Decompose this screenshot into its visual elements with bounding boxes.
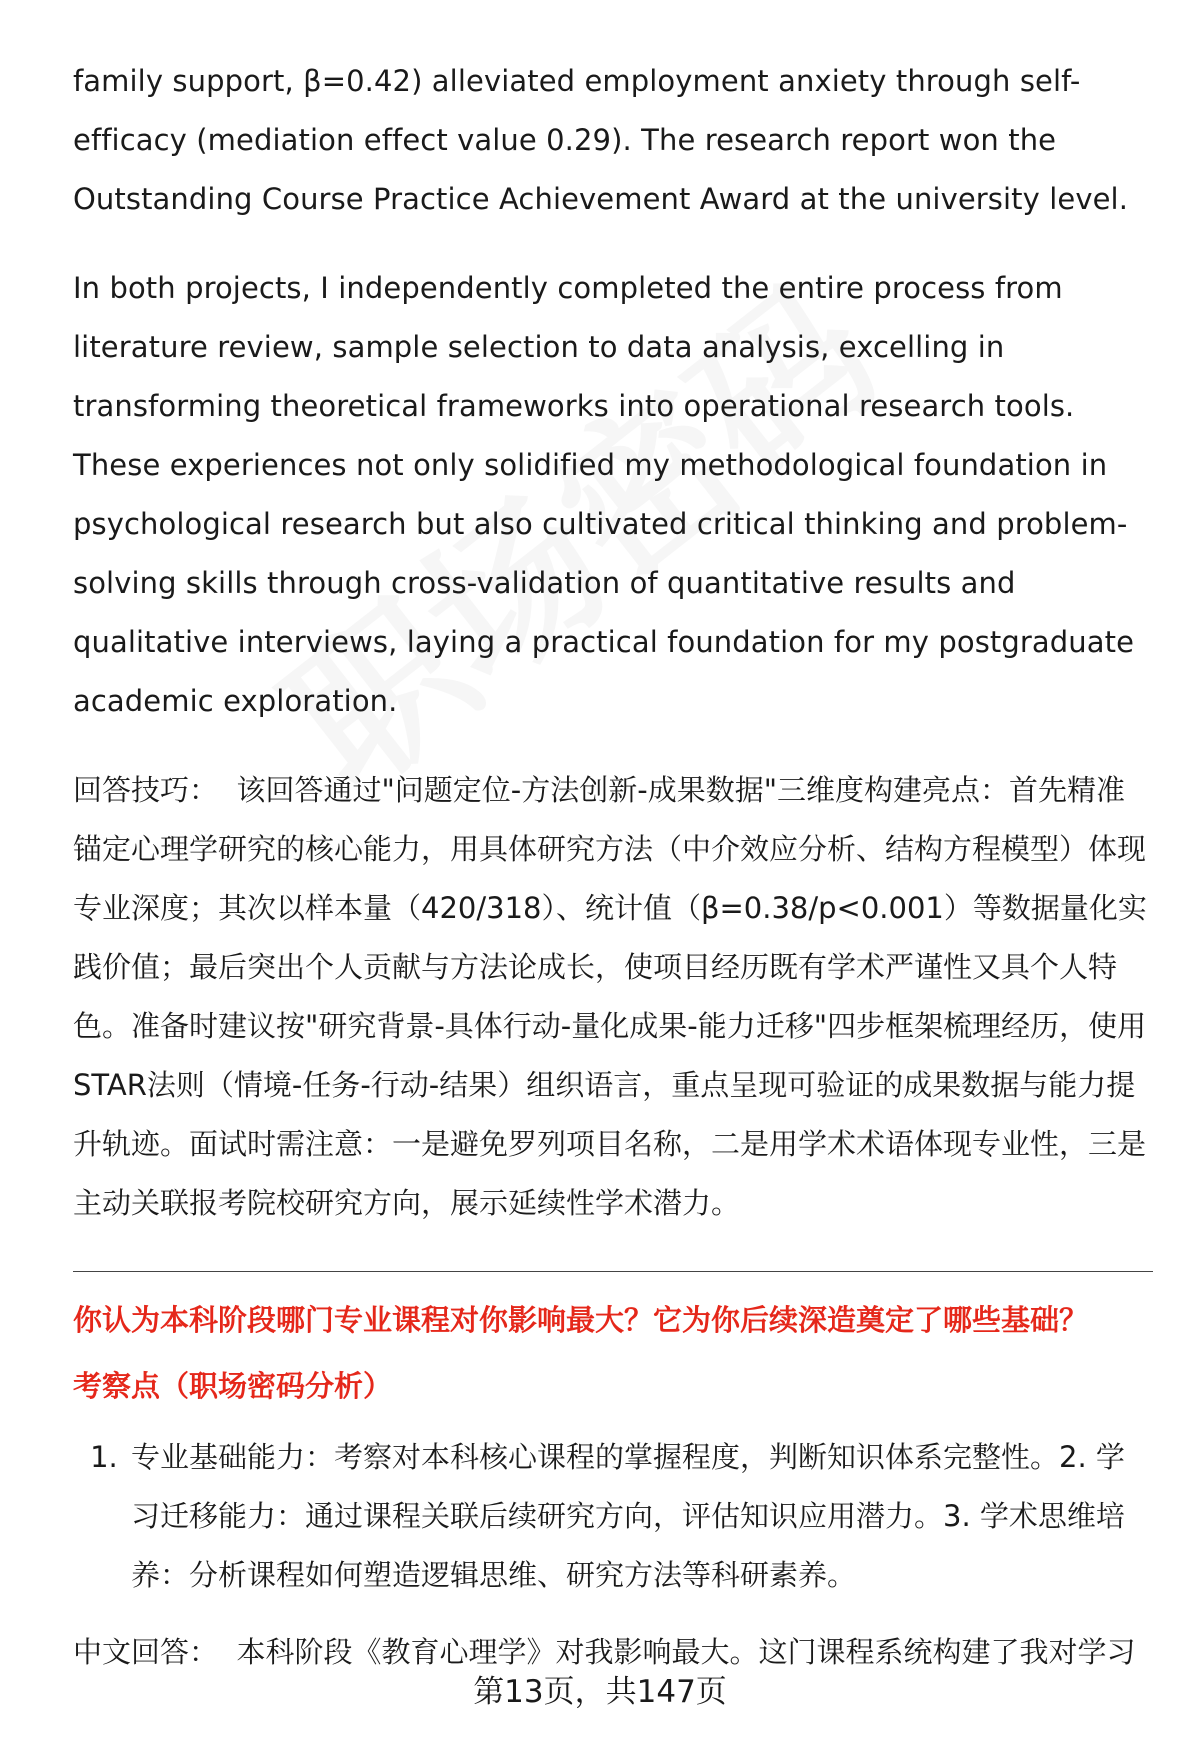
chinese-answer-label: 中文回答： bbox=[73, 1635, 219, 1669]
answer-tip-label: 回答技巧： bbox=[73, 773, 219, 807]
interview-question: 你认为本科阶段哪门专业课程对你影响最大？它为你后续深造奠定了哪些基础？ bbox=[73, 1303, 1089, 1337]
page-number-footer: 第13页，共147页 bbox=[473, 1674, 727, 1710]
page-content bbox=[73, 52, 1153, 1682]
chinese-answer-text: 本科阶段《教育心理学》对我影响最大。这门课程系统构建了我对学习 bbox=[236, 1635, 1136, 1669]
assessment-points-list bbox=[73, 1428, 1153, 1605]
paragraph-1: family support, β=0.42) alleviated employment anxiety through self-efficacy (mediation effect value 0.29). The research report won the Outstanding Course Practice Achievement Award at the university level. bbox=[73, 64, 1129, 216]
answer-tip bbox=[73, 761, 1153, 1233]
answer-tip-text: 该回答通过"问题定位-方法创新-成果数据"三维度构建亮点：首先精准锚定心理学研究的核心能力，用具体研究方法（中介效应分析、结构方程模型）体现专业深度；其次以样本量（420/318）、统计值（β=0.38/p<0.001）等数据量化实践价值；最后突出个人贡献与方法论成长，使项目经历既有学术严谨性又具个人特色。准备时建议按"研究背景-具体行动-量化成果-能力迁移"四步框架梳理经历，使用STAR法则（情境-任务-行动-结果）组织语言，重点呈现可验证的成果数据与能力提升轨迹。面试时需注意：一是避免罗列项目名称，二是用学术术语体现专业性，三是主动关联报考院校研究方向，展示延续性学术潜力。 bbox=[73, 773, 1147, 1220]
section-divider bbox=[73, 1271, 1153, 1272]
paragraph-2: In both projects, I independently completed the entire process from literature review, sample selection to data analysis, excelling in transforming theoretical frameworks into operational research tools. These experiences not only solidified my methodological foundation in psychological research but also cultivated critical thinking and problem-solving skills through cross-validation of quantitative results and qualitative interviews, laying a practical foundation for my postgraduate academic exploration. bbox=[73, 271, 1135, 718]
list-item: 1. 专业基础能力：考察对本科核心课程的掌握程度，判断知识体系完整性。2. 学习迁移能力：通过课程关联后续研究方向，评估知识应用潜力。3. 学术思维培养：分析课程如何塑造逻辑思维、研究方法等科研素养。 bbox=[127, 1428, 1153, 1605]
section-title: 考察点（职场密码分析） bbox=[73, 1369, 393, 1403]
